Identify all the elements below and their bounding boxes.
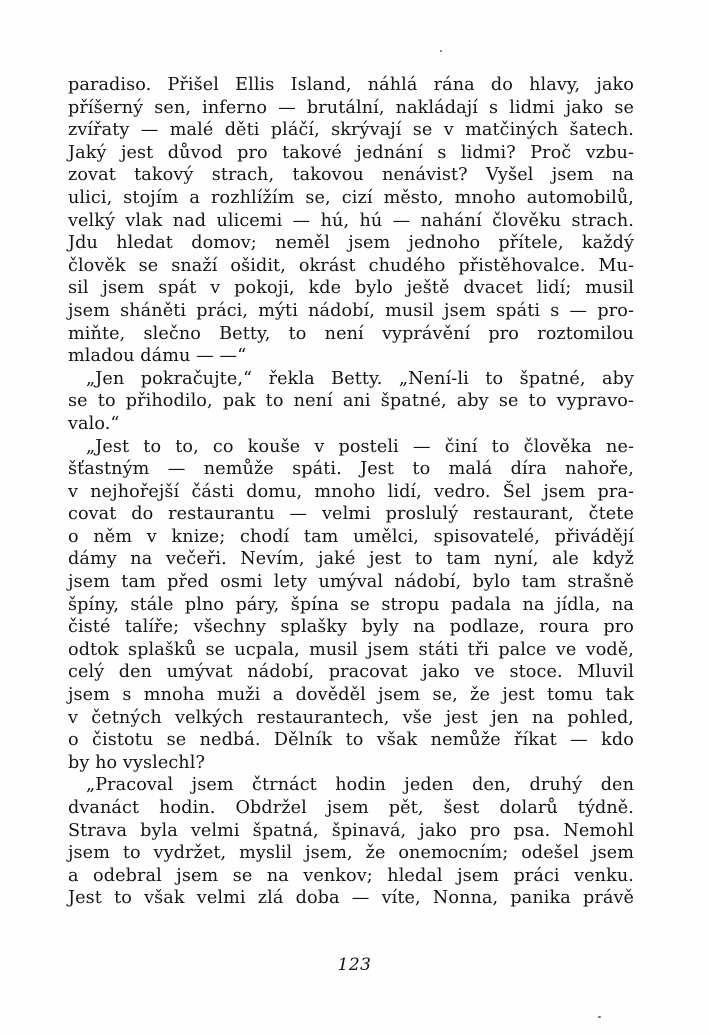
text-line: paradiso. Přišel Ellis Island, náhlá rána do hlavy, jako: [68, 75, 634, 95]
paragraph: [68, 74, 634, 368]
text-line: Jdu hledat domov; neměl jsem jednoho přítele, každý: [68, 233, 634, 254]
text-line: o čistotu se nedbá. Dělník to však nemůže říkat — kdo: [68, 730, 634, 751]
paper-speck: [598, 1016, 601, 1018]
text-line: a odebral jsem se na venkov; hledal jsem práci venku.: [68, 865, 634, 886]
text-line: covat do restaurantu — velmi proslulý restaurant, čtete: [68, 504, 634, 525]
text-line: jsem tam před osmi lety umýval nádobí, bylo tam strašně: [68, 572, 634, 593]
text-line: mladou dámu — —“: [68, 346, 247, 367]
text-line: ulici, stojím a rozhlížím se, cizí město, mnoho automobilů,: [68, 187, 634, 208]
text-line: Jaký jest důvod pro takové jednání s lidmi? Proč vzbu-: [68, 142, 634, 163]
text-line: miňte, slečno Betty, to není vyprávění pro roztomilou: [68, 323, 634, 344]
text-line: odtok splašků se ucpala, musil jsem státi tři palce ve vodě,: [68, 639, 634, 660]
text-line: Jest to však velmi zlá doba — víte, Nonna, panika právě: [68, 888, 634, 909]
paragraph: [68, 774, 634, 910]
text-line: Strava byla velmi špatná, špinavá, jako pro psa. Nemohl: [68, 820, 634, 841]
text-line: zvířaty — malé děti pláčí, skrývají se v matčiných šatech.: [68, 120, 634, 141]
text-line: by ho vyslechl?: [68, 752, 206, 773]
text-line: sil jsem spát v pokoji, kde bylo ještě dvacet lidí; musil: [68, 278, 634, 299]
text-line: špíny, stále plno páry, špína se stropu padala na jídla, na: [68, 594, 634, 615]
paper-speck: [440, 50, 442, 52]
text-line: se to přihodilo, pak to není ani špatné, aby se to vypravo-: [68, 391, 634, 412]
body-text: [68, 74, 634, 910]
text-line: v nejhořejší části domu, mnoho lidí, vedro. Šel jsem pra-: [68, 481, 634, 502]
paragraph: [68, 436, 634, 775]
text-line: celý den umývat nádobí, pracovat jako ve stoce. Mluvil: [68, 662, 634, 683]
text-line: velký vlak nad ulicemi — hú, hú — nahání člověku strach.: [68, 210, 634, 231]
text-line: jsem to vydržet, myslil jsem, že onemocním; odešel jsem: [68, 843, 634, 864]
text-line: šťastným — nemůže spáti. Jest to malá díra nahoře,: [68, 459, 634, 480]
text-line: valo.“: [68, 413, 120, 434]
page-number: 123: [337, 955, 372, 975]
text-line: dvanáct hodin. Obdržel jsem pět, šest dolarů týdně.: [68, 798, 634, 818]
text-line: jsem sháněti práci, mýti nádobí, musil jsem spáti s — pro-: [68, 300, 634, 321]
text-line: čisté talíře; všechny splašky byly na podlaze, roura pro: [68, 617, 634, 638]
text-line: „Jest to to, co kouše v posteli — činí to člověka ne-: [86, 436, 634, 457]
text-line: jsem s mnoha muži a dověděl jsem se, že jest tomu tak: [68, 685, 634, 706]
text-line: příšerný sen, inferno — brutální, nakládají s lidmi jako se: [68, 97, 634, 118]
text-line: v četných velkých restaurantech, vše jest jen na pohled,: [68, 707, 634, 728]
text-line: o něm v knize; chodí tam umělci, spisovatelé, přivádějí: [68, 526, 634, 547]
text-line: dámy na večeři. Nevím, jaké jest to tam nyní, ale když: [68, 549, 634, 570]
text-line: člověk se snaží ošidit, okrást chudého přistěhovalce. Mu-: [68, 255, 634, 276]
paragraph: [68, 368, 634, 436]
text-line: „Pracoval jsem čtrnáct hodin jeden den, druhý den: [86, 775, 634, 796]
text-line: zovat takový strach, takovou nenávist? Vyšel jsem na: [68, 165, 634, 186]
text-line: „Jen pokračujte,“ řekla Betty. „Není-li to špatné, aby: [86, 368, 634, 389]
